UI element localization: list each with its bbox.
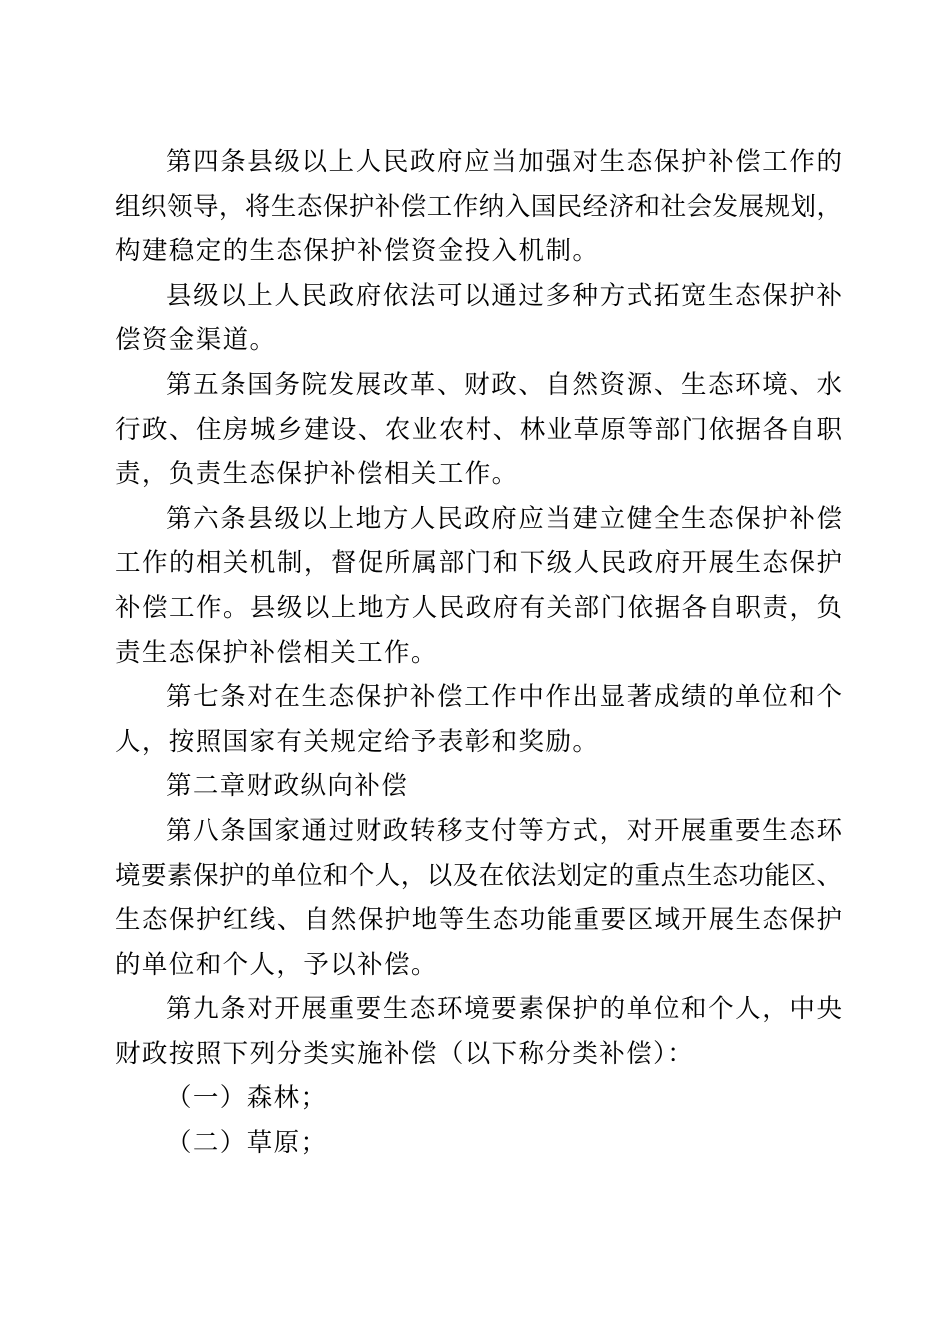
document-line: 第五条国务院发展改革、财政、自然资源、生态环境、水 [166, 369, 842, 399]
document-line: 第八条国家通过财政转移支付等方式，对开展重要生态环 [166, 815, 842, 845]
document-line: 县级以上人民政府依法可以通过多种方式拓宽生态保护补 [166, 280, 842, 310]
document-line: 责，负责生态保护补偿相关工作。 [115, 459, 519, 489]
document-line: 第六条县级以上地方人民政府应当建立健全生态保护补偿 [166, 503, 842, 533]
document-line: 行政、住房城乡建设、农业农村、林业草原等部门依据各自职 [115, 414, 842, 444]
document-line: （二）草原； [166, 1128, 328, 1158]
document-text-block [115, 140, 842, 1166]
document-line: 责生态保护补偿相关工作。 [115, 637, 438, 667]
document-line: 的单位和个人，予以补偿。 [115, 949, 438, 979]
document-line: 工作的相关机制，督促所属部门和下级人民政府开展生态保护 [115, 548, 842, 578]
document-line: 第四条县级以上人民政府应当加强对生态保护补偿工作的 [166, 147, 842, 176]
document-line: 第二章财政纵向补偿 [166, 771, 409, 801]
document-line: 组织领导，将生态保护补偿工作纳入国民经济和社会发展规划， [115, 191, 842, 221]
document-line: 补偿工作。县级以上地方人民政府有关部门依据各自职责，负 [115, 592, 842, 622]
document-line: 构建稳定的生态保护补偿资金投入机制。 [115, 236, 600, 266]
document-line: 生态保护红线、自然保护地等生态功能重要区域开展生态保护 [115, 905, 842, 935]
document-line: 人，按照国家有关规定给予表彰和奖励。 [115, 726, 600, 756]
document-line: 境要素保护的单位和个人，以及在依法划定的重点生态功能区、 [115, 860, 842, 890]
document-line: 偿资金渠道。 [115, 325, 277, 355]
document-line: （一）森林； [166, 1083, 328, 1113]
document-line: 第七条对在生态保护补偿工作中作出显著成绩的单位和个 [166, 682, 842, 712]
document-line: 财政按照下列分类实施补偿（以下称分类补偿）： [115, 1038, 695, 1068]
document-line: 第九条对开展重要生态环境要素保护的单位和个人，中央 [166, 994, 842, 1024]
